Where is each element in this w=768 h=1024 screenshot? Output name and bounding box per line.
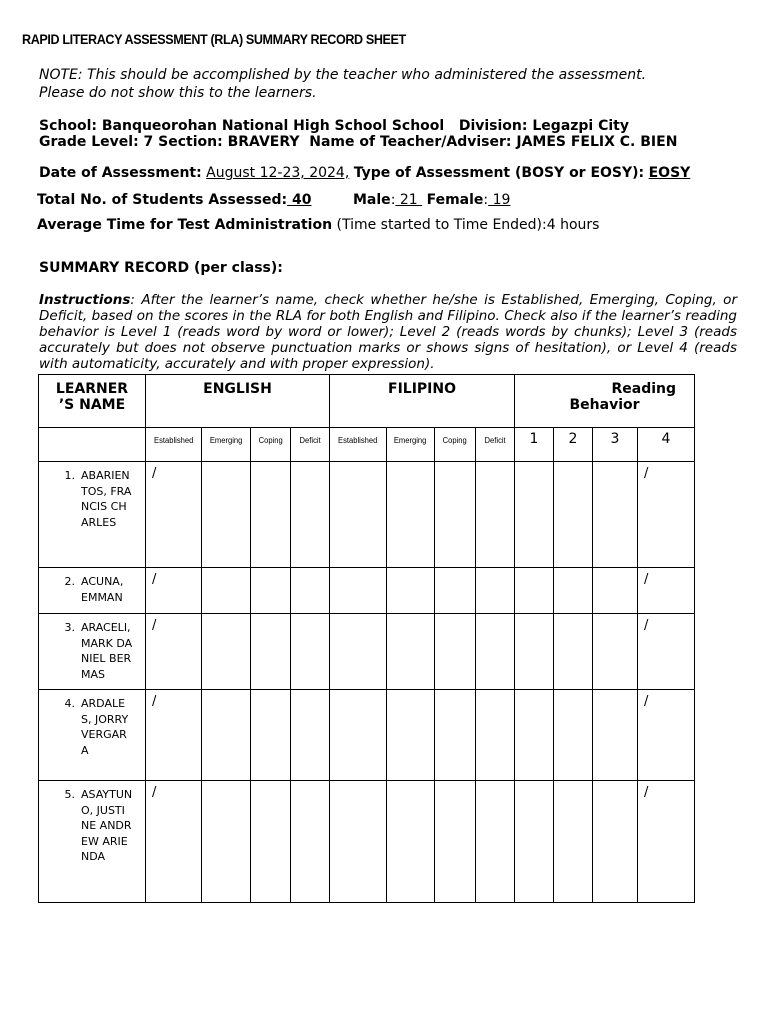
division-value: Legazpi City bbox=[532, 118, 629, 134]
note bbox=[39, 67, 739, 102]
learner-cell: 1. ABARIENTOS, FRANCIS CHARLES bbox=[39, 462, 146, 568]
level-1-cell[interactable] bbox=[515, 462, 554, 568]
level-4-mark[interactable]: / bbox=[638, 462, 695, 568]
level-4-mark[interactable]: / bbox=[638, 614, 695, 690]
en-emerging-header: Emerging bbox=[202, 428, 251, 462]
teacher-label: Name of Teacher/Adviser: bbox=[309, 134, 512, 150]
learner-cell: 2. ACUNA, EMMAN bbox=[39, 568, 146, 614]
fil-coping-cell[interactable] bbox=[435, 781, 476, 903]
level-3-header: 3 bbox=[593, 428, 638, 462]
learner-name: ABARIENTOS, FRANCIS CHARLES bbox=[81, 469, 132, 529]
date-line bbox=[39, 165, 690, 181]
learner-cell: 4. ARDALES, JORRY VERGARA bbox=[39, 690, 146, 781]
learner-cell: 3. ARACELI, MARK DANIEL BERMAS bbox=[39, 614, 146, 690]
section-value: BRAVERY bbox=[227, 134, 300, 150]
fil-deficit-header: Deficit bbox=[476, 428, 515, 462]
table-header-row bbox=[39, 375, 695, 428]
en-deficit-cell[interactable] bbox=[291, 614, 330, 690]
en-coping-cell[interactable] bbox=[251, 462, 291, 568]
level-1-cell[interactable] bbox=[515, 614, 554, 690]
level-2-cell[interactable] bbox=[554, 690, 593, 781]
learner-name: ACUNA, EMMAN bbox=[81, 575, 124, 604]
en-established-mark[interactable]: / bbox=[146, 462, 202, 568]
level-4-mark[interactable]: / bbox=[638, 568, 695, 614]
avg-time-value: (Time started to Time Ended):4 hours bbox=[336, 217, 600, 233]
section-label: Section: bbox=[158, 134, 223, 150]
fil-established-cell[interactable] bbox=[330, 462, 387, 568]
school-label: School: bbox=[39, 118, 97, 134]
avg-time-line bbox=[37, 217, 599, 233]
level-3-cell[interactable] bbox=[593, 690, 638, 781]
table-row bbox=[39, 781, 695, 903]
learner-name: ARDALES, JORRY VERGARA bbox=[81, 697, 129, 757]
level-4-mark[interactable]: / bbox=[638, 690, 695, 781]
grade-line bbox=[39, 134, 677, 150]
en-deficit-cell[interactable] bbox=[291, 690, 330, 781]
level-2-cell[interactable] bbox=[554, 781, 593, 903]
fil-coping-cell[interactable] bbox=[435, 462, 476, 568]
en-established-mark[interactable]: / bbox=[146, 614, 202, 690]
level-1-cell[interactable] bbox=[515, 690, 554, 781]
filipino-header: FILIPINO bbox=[330, 375, 515, 428]
reading-behavior-header: Reading Behavior bbox=[515, 375, 695, 428]
en-emerging-cell[interactable] bbox=[202, 462, 251, 568]
table-subheader-row bbox=[39, 428, 695, 462]
level-3-cell[interactable] bbox=[593, 781, 638, 903]
en-deficit-header: Deficit bbox=[291, 428, 330, 462]
level-3-cell[interactable] bbox=[593, 614, 638, 690]
fil-established-cell[interactable] bbox=[330, 690, 387, 781]
female-label: Female bbox=[426, 192, 484, 208]
learner-name: ARACELI, MARK DANIEL BERMAS bbox=[81, 621, 133, 681]
en-established-mark[interactable]: / bbox=[146, 568, 202, 614]
table-row bbox=[39, 568, 695, 614]
en-deficit-cell[interactable] bbox=[291, 781, 330, 903]
fil-established-cell[interactable] bbox=[330, 568, 387, 614]
grade-value: 7 bbox=[143, 134, 154, 150]
level-4-mark[interactable]: / bbox=[638, 781, 695, 903]
table-row bbox=[39, 462, 695, 568]
fil-emerging-cell[interactable] bbox=[387, 690, 435, 781]
sheet-title: RAPID LITERACY ASSESSMENT (RLA) SUMMARY RECORD SHEET bbox=[22, 32, 406, 47]
level-3-cell[interactable] bbox=[593, 462, 638, 568]
fil-deficit-cell[interactable] bbox=[476, 614, 515, 690]
total-label: Total No. of Students Assessed: bbox=[37, 192, 288, 208]
en-coping-cell[interactable] bbox=[251, 614, 291, 690]
english-header: ENGLISH bbox=[146, 375, 330, 428]
female-value: 19 bbox=[488, 192, 511, 208]
fil-coping-cell[interactable] bbox=[435, 614, 476, 690]
fil-established-header: Established bbox=[330, 428, 387, 462]
male-label: Male bbox=[353, 192, 391, 208]
note-line-1: NOTE: This should be accomplished by the teacher who administered the assessment. bbox=[39, 67, 647, 83]
level-2-cell[interactable] bbox=[554, 614, 593, 690]
level-1-header: 1 bbox=[515, 428, 554, 462]
teacher-value: JAMES FELIX C. BIEN bbox=[516, 134, 678, 150]
summary-table bbox=[38, 374, 695, 903]
en-emerging-cell[interactable] bbox=[202, 614, 251, 690]
table-row bbox=[39, 614, 695, 690]
en-established-header: Established bbox=[146, 428, 202, 462]
level-2-cell[interactable] bbox=[554, 462, 593, 568]
fil-emerging-header: Emerging bbox=[387, 428, 435, 462]
en-emerging-cell[interactable] bbox=[202, 690, 251, 781]
type-label: Type of Assessment (BOSY or EOSY): bbox=[353, 165, 645, 181]
level-1-cell[interactable] bbox=[515, 568, 554, 614]
instructions bbox=[39, 292, 737, 372]
instructions-text: : After the learner’s name, check whether he/she is Established, Emerging, Coping, or Deficit, based on the scores in the RLA for both English and Filipino. Check also if the learner’s reading behavior is Level 1 (reads word by word or lower); Level 2 (reads words by chunks); Level 3 (reads accurately but does not observe punctuation marks or shows signs of hesitation), or Level 4 (reads with automaticity, accurately and with proper expression). bbox=[39, 292, 737, 372]
fil-coping-header: Coping bbox=[435, 428, 476, 462]
level-2-header: 2 bbox=[554, 428, 593, 462]
en-coping-header: Coping bbox=[251, 428, 291, 462]
school-value: Banqueorohan National High School School bbox=[101, 118, 445, 134]
en-established-mark[interactable]: / bbox=[146, 781, 202, 903]
fil-deficit-cell[interactable] bbox=[476, 781, 515, 903]
gender-line: Male: 21 Female: 19 bbox=[353, 192, 511, 208]
grade-label: Grade Level: bbox=[39, 134, 139, 150]
level-1-cell[interactable] bbox=[515, 781, 554, 903]
fil-emerging-cell[interactable] bbox=[387, 781, 435, 903]
fil-established-cell[interactable] bbox=[330, 781, 387, 903]
en-emerging-cell[interactable] bbox=[202, 568, 251, 614]
male-value: 21 bbox=[395, 192, 423, 208]
fil-deficit-cell[interactable] bbox=[476, 568, 515, 614]
avg-time-label: Average Time for Test Administration bbox=[37, 217, 333, 233]
fil-emerging-cell[interactable] bbox=[387, 568, 435, 614]
fil-emerging-cell[interactable] bbox=[387, 462, 435, 568]
note-line-2: Please do not show this to the learners. bbox=[39, 84, 317, 101]
en-emerging-cell[interactable] bbox=[202, 781, 251, 903]
fil-coping-cell[interactable] bbox=[435, 568, 476, 614]
en-deficit-cell[interactable] bbox=[291, 568, 330, 614]
learner-name: ASAYTUNO, JUSTINE ANDREW ARIENDA bbox=[81, 788, 133, 863]
type-value: EOSY bbox=[648, 165, 691, 181]
fil-emerging-cell[interactable] bbox=[387, 614, 435, 690]
en-coping-cell[interactable] bbox=[251, 568, 291, 614]
total-value: 40 bbox=[287, 192, 312, 208]
school-line bbox=[39, 118, 629, 134]
learner-name-header: LEARNER ’S NAME bbox=[39, 375, 146, 428]
subheader-blank bbox=[39, 428, 146, 462]
fil-coping-cell[interactable] bbox=[435, 690, 476, 781]
total-line bbox=[37, 192, 312, 208]
table-row bbox=[39, 690, 695, 781]
learner-cell: 5. ASAYTUNO, JUSTINE ANDREW ARIENDA bbox=[39, 781, 146, 903]
date-value: August 12-23, 2024, bbox=[206, 165, 350, 181]
division-label: Division: bbox=[458, 118, 528, 134]
date-label: Date of Assessment: bbox=[39, 165, 202, 181]
level-4-header: 4 bbox=[638, 428, 695, 462]
instructions-label: Instructions bbox=[39, 292, 131, 308]
en-deficit-cell[interactable] bbox=[291, 462, 330, 568]
en-coping-cell[interactable] bbox=[251, 781, 291, 903]
fil-established-cell[interactable] bbox=[330, 614, 387, 690]
summary-heading: SUMMARY RECORD (per class): bbox=[39, 260, 283, 276]
level-3-cell[interactable] bbox=[593, 568, 638, 614]
level-2-cell[interactable] bbox=[554, 568, 593, 614]
fil-deficit-cell[interactable] bbox=[476, 690, 515, 781]
fil-deficit-cell[interactable] bbox=[476, 462, 515, 568]
en-coping-cell[interactable] bbox=[251, 690, 291, 781]
en-established-mark[interactable]: / bbox=[146, 690, 202, 781]
